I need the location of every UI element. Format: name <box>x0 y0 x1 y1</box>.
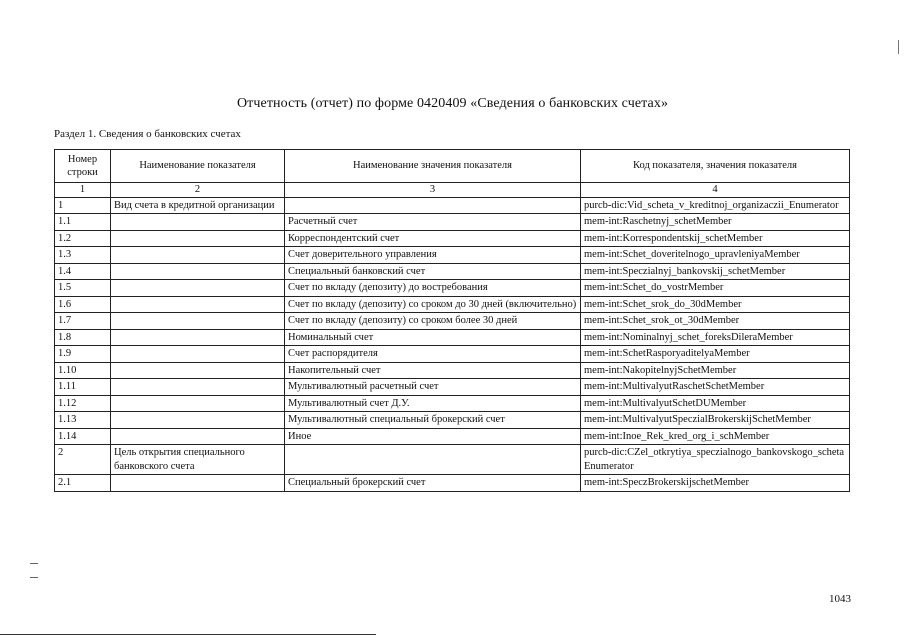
value-name: Счет распорядителя <box>285 346 581 363</box>
table-row <box>55 346 850 363</box>
table-row <box>55 296 850 313</box>
row-number: 1.12 <box>55 395 111 412</box>
indicator-name <box>111 346 285 363</box>
column-number: 1 <box>55 183 111 198</box>
column-number: 3 <box>285 183 581 198</box>
row-number: 1.1 <box>55 214 111 231</box>
table-row <box>55 445 850 475</box>
indicator-code: mem-int:Korrespondentskij_schetMember <box>581 230 850 247</box>
row-number: 1.5 <box>55 280 111 297</box>
indicator-name <box>111 362 285 379</box>
table-row <box>55 230 850 247</box>
table-row <box>55 412 850 429</box>
indicator-name <box>111 230 285 247</box>
indicator-name <box>111 428 285 445</box>
value-name: Мультивалютный счет Д.У. <box>285 395 581 412</box>
header-indicator-name: Наименование показателя <box>111 150 285 183</box>
section-heading: Раздел 1. Сведения о банковских счетах <box>54 128 241 140</box>
indicator-code: mem-int:Speczialnyj_bankovskij_schetMember <box>581 263 850 280</box>
value-name: Иное <box>285 428 581 445</box>
value-name: Специальный банковский счет <box>285 263 581 280</box>
table-row <box>55 475 850 492</box>
value-name: Счет по вкладу (депозиту) со сроком более 30 дней <box>285 313 581 330</box>
indicator-name <box>111 379 285 396</box>
header-row-number: Номер строки <box>55 150 111 183</box>
row-number: 1.7 <box>55 313 111 330</box>
row-number: 1.10 <box>55 362 111 379</box>
indicator-code: mem-int:SpeczBrokerskijschetMember <box>581 475 850 492</box>
table-row <box>55 280 850 297</box>
indicator-code: mem-int:NakopitelnyjSchetMember <box>581 362 850 379</box>
indicator-code: mem-int:MultivalyutRaschetSchetMember <box>581 379 850 396</box>
table-header-row <box>55 150 850 183</box>
value-name: Счет по вкладу (депозиту) до востребования <box>285 280 581 297</box>
scan-mark <box>30 577 38 578</box>
row-number: 2 <box>55 445 111 475</box>
table-row <box>55 263 850 280</box>
indicator-code: mem-int:SchetRasporyaditelyaMember <box>581 346 850 363</box>
table-row <box>55 329 850 346</box>
indicator-code: mem-int:Schet_srok_ot_30dMember <box>581 313 850 330</box>
indicator-name <box>111 395 285 412</box>
row-number: 1.3 <box>55 247 111 264</box>
indicator-name <box>111 263 285 280</box>
column-number: 4 <box>581 183 850 198</box>
value-name <box>285 197 581 214</box>
indicator-name <box>111 214 285 231</box>
value-name: Специальный брокерский счет <box>285 475 581 492</box>
scan-mark <box>898 40 899 54</box>
indicator-name: Цель открытия специального банковского счета <box>111 445 285 475</box>
indicator-code: purcb-dic:Vid_scheta_v_kreditnoj_organizaczii_Enumerator <box>581 197 850 214</box>
indicator-name <box>111 412 285 429</box>
table-row <box>55 214 850 231</box>
indicator-code: mem-int:Inoe_Rek_kred_org_i_schMember <box>581 428 850 445</box>
page-number: 1043 <box>829 593 851 605</box>
indicator-name <box>111 296 285 313</box>
indicator-name <box>111 475 285 492</box>
indicator-code: mem-int:Schet_doveritelnogo_upravleniyaMember <box>581 247 850 264</box>
indicator-name <box>111 280 285 297</box>
row-number: 1.14 <box>55 428 111 445</box>
value-name: Счет доверительного управления <box>285 247 581 264</box>
indicator-name <box>111 247 285 264</box>
scan-mark <box>30 563 38 564</box>
table-row <box>55 362 850 379</box>
document-title: Отчетность (отчет) по форме 0420409 «Сведения о банковских счетах» <box>236 96 669 111</box>
indicator-name <box>111 313 285 330</box>
table-row <box>55 379 850 396</box>
row-number: 1.9 <box>55 346 111 363</box>
indicator-code: mem-int:MultivalyutSchetDUMember <box>581 395 850 412</box>
indicator-name <box>111 329 285 346</box>
table-row <box>55 313 850 330</box>
indicator-code: mem-int:Schet_srok_do_30dMember <box>581 296 850 313</box>
row-number: 1.8 <box>55 329 111 346</box>
footer-rule <box>0 634 376 635</box>
value-name: Счет по вкладу (депозиту) со сроком до 30 дней (включительно) <box>285 296 581 313</box>
value-name: Расчетный счет <box>285 214 581 231</box>
value-name <box>285 445 581 475</box>
indicator-code: mem-int:Raschetnyj_schetMember <box>581 214 850 231</box>
indicator-code: purcb-dic:CZel_otkrytiya_speczialnogo_bankovskogo_schetaEnumerator <box>581 445 850 475</box>
row-number: 1.11 <box>55 379 111 396</box>
indicator-code: mem-int:MultivalyutSpeczialBrokerskijSchetMember <box>581 412 850 429</box>
value-name: Корреспондентский счет <box>285 230 581 247</box>
row-number: 1.2 <box>55 230 111 247</box>
indicator-name: Вид счета в кредитной организации <box>111 197 285 214</box>
value-name: Мультивалютный специальный брокерский счет <box>285 412 581 429</box>
table-row <box>55 395 850 412</box>
value-name: Накопительный счет <box>285 362 581 379</box>
value-name: Номинальный счет <box>285 329 581 346</box>
table-row <box>55 197 850 214</box>
header-code: Код показателя, значения показателя <box>581 150 850 183</box>
header-value-name: Наименование значения показателя <box>285 150 581 183</box>
indicator-code: mem-int:Schet_do_vostrMember <box>581 280 850 297</box>
row-number: 1 <box>55 197 111 214</box>
value-name: Мультивалютный расчетный счет <box>285 379 581 396</box>
row-number: 1.6 <box>55 296 111 313</box>
accounts-table <box>54 149 850 492</box>
indicator-code: mem-int:Nominalnyj_schet_foreksDileraMember <box>581 329 850 346</box>
column-number-row <box>55 183 850 198</box>
row-number: 2.1 <box>55 475 111 492</box>
row-number: 1.4 <box>55 263 111 280</box>
row-number: 1.13 <box>55 412 111 429</box>
table-row <box>55 428 850 445</box>
column-number: 2 <box>111 183 285 198</box>
table-row <box>55 247 850 264</box>
